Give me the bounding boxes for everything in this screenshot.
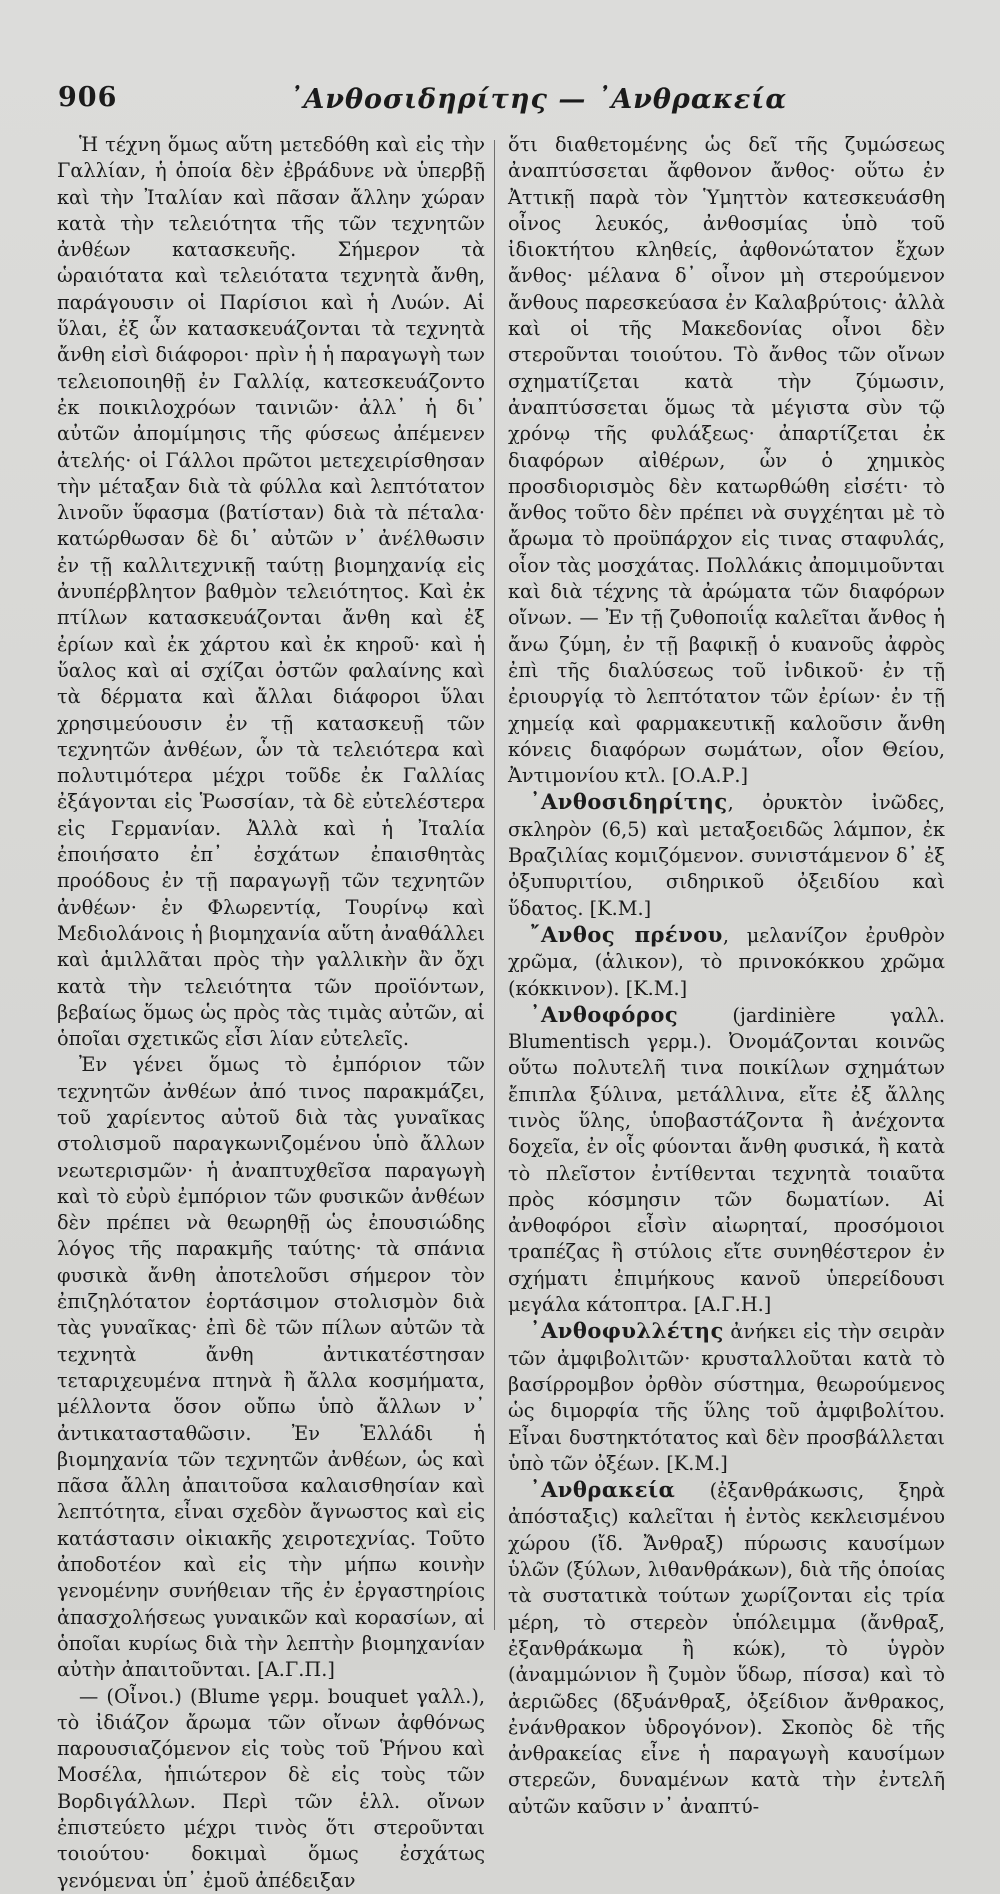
entry-headword: ᾿Ανθοφυλλέτης <box>530 1318 724 1344</box>
paragraph-artificial-flowers-france: Ἡ τέχνη ὅμως αὕτη μετεδόθη καὶ εἰς τὴν Γαλλίαν, ἡ ὁποία δὲν ἐβράδυνε νὰ ὑπερβῇ καὶ τὴν Ἰταλίαν καὶ πᾶσαν ἄλλην χώραν κατὰ τὴν τελειότητα τῆς τῶν τεχνητῶν ἀνθέων κατασκευῆς. Σήμερον τὰ ὡραιότατα καὶ τελειότατα τεχνητὰ ἄνθη, παράγουσιν οἱ Παρίσιοι καὶ ἡ Λυών. Αἱ ὕλαι, ἐξ ὧν κατασκευάζονται τὰ τεχνητὰ ἄνθη εἰσὶ διάφοροι· πρὶν ἡ ἡ παραγωγὴ των τελειοποιηθῇ ἐν Γαλλίᾳ, κατεσκευάζοντο ἐκ ποικιλοχρόων ταινιῶν· ἀλλ᾿ ἡ δι᾿ αὐτῶν ἀπομίμησις τῆς φύσεως ἀπέμενεν ἀτελής· οἱ Γάλλοι πρῶτοι μετεχειρίσθησαν τὴν μέταξαν διὰ τὰ φύλλα καὶ λεπτότατον λινοῦν ὕφασμα (βατίσταν) διὰ τὰ πέταλα· κατώρθωσαν δὲ δι᾿ αὐτῶν ν᾿ ἀνέλθωσιν ἐν τῇ καλλιτεχνικῇ ταύτῃ βιομηχανίᾳ εἰς ἀνυπέρβλητον βαθμὸν τελειότητος. Καὶ ἐκ πτίλων κατασκευάζονται ἄνθη καὶ ἐξ ἐρίων καὶ ἐκ χάρτου καὶ ἐκ κηροῦ· καὶ ἡ ὕαλος καὶ αἱ σχίζαι ὀστῶν φαλαίνης καὶ τὰ δέρματα καὶ ἄλλαι διάφοροι ὕλαι χρησιμεύουσιν ἐν τῇ κατασκευῇ τῶν τεχνητῶν ἀνθέων, ὧν τὰ τελειότερα καὶ πολυτιμότερα μέχρι τοῦδε ἐκ Γαλλίας ἐξάγονται εἰς Ῥωσσίαν, τὰ δὲ εὐτελέστερα εἰς Γερμανίαν. Ἀλλὰ καὶ ἡ Ἰταλία ἐποιήσατο ἐπ᾿ ἐσχάτων ἐπαισθητὰς προόδους ἐν τῇ παραγωγῇ τῶν τεχνητῶν ἀνθέων· ἐν Φλωρεντίᾳ, Τουρίνῳ καὶ Μεδιολάνοις ἡ βιομηχανία αὕτη ἀναθάλλει καὶ ἁμιλλᾶται πρὸς τὴν γαλλικὴν ἂν ὄχι κατὰ τὴν τελειότητα τῶν προϊόντων, βεβαίως ὅμως ὡς πρὸς τὰς τιμὰς αὐτῶν, αἱ ὁποῖαι σχετικῶς εἶσι λίαν εὐτελεῖς. <box>57 133 485 1051</box>
column-divider <box>494 140 495 1630</box>
left-column <box>57 132 485 1892</box>
paragraph-wine-bouquet: — (Οἶνοι.) (Blume γερμ. bouquet γαλλ.), τὸ ἰδιάζον ἄρωμα τῶν οἴνων ἀφθόνως παρουσιαζόμενον εἰς τοὺς τοῦ Ῥήνου καὶ Μοσέλα, ἡπιώτερον δὲ εἰς τοὺς τῶν Βορδιγάλλων. Περὶ τῶν ἑλλ. οἴνων ἐπιστεύετο μέχρι τινὸς ὅτι στεροῦνται τοιούτου· δοκιμαὶ ὅμως ἐσχάτως γενόμεναι ὑπ᾿ ἐμοῦ ἀπέδειξαν <box>57 1684 485 1892</box>
entry-text: (jardinière γαλλ. Blumentisch γερμ.). Ὀνομάζονται κοινῶς οὕτω πολυτελῆ τινα ποικίλων σχημάτων ἔπιπλα ξύλινα, μετάλλινα, εἴτε ἐξ ἄλλης τινὸς ὕλης, ὑποβαστάζοντα ἢ ἀνέχοντα δοχεῖα, ἐν οἷς φύονται ἄνθη φυσικά, ἢ κατὰ τὸ πλεῖστον ἐντίθενται τεχνητὰ τοιαῦτα πρὸς κόσμησιν τῶν δωματίων. Αἱ ἀνθοφόροι εἶσὶν αἰωρηταί, προσόμοιοι τραπέζας ἢ στύλοις εἴτε συνηθέστερον ἐν σχήματι ἐπιμήκους κανοῦ ὑπερείδουσι μεγάλα κάτοπτρα. [Α.Γ.Η.] <box>508 1003 945 1317</box>
right-column <box>508 132 945 1818</box>
page-header <box>58 82 958 122</box>
entry-anthofylletis <box>508 1318 945 1477</box>
entry-text: , ὀρυκτὸν ἰνῶδες, σκληρὸν (6,5) καὶ μεταξοειδῶς λάμπον, ἐκ Βραζιλίας κομιζόμενον. συνιστάμενον δ᾿ ἐξ ὀξυπυριτίου, σιδηρικοῦ ὀξειδίου καὶ ὕδατος. [Κ.Μ.] <box>508 791 945 920</box>
entry-headword: ᾿Ανθρακεία <box>530 1477 676 1503</box>
entry-headword: ῎Ανθος πρένου <box>530 921 723 947</box>
entry-anthos-prenou <box>508 922 945 1002</box>
entry-text: (ἐξανθράκωσις, ξηρὰ ἀπόσταξις) καλεῖται ἡ ἐντὸς κεκλεισμένου χώρου (ἴδ. Ἄνθραξ) πύρωσις καυσίμων ὑλῶν (ξύλων, λιθανθράκων), διὰ τῆς ὁποίας τὰ συστατικὰ τούτων χωρίζονται εἰς τρία μέρη, τὸ στερεὸν ὑπόλειμμα (ἄνθραξ, ἐξανθράκωμα ἢ κώκ), τὸ ὑγρὸν (ἀναμμώνιον ἢ ζυμὸν ὕδωρ, πίσσα) καὶ τὸ ἀεριῶδες (δξυάνθραξ, ὀξείδιον ἄνθρακος, ἐνάνθρακον ὑδρογόνον). Σκοπὸς δὲ τῆς ἀνθρακείας εἶνε ἡ παραγωγὴ καυσίμων στερεῶν, δυναμένων κατὰ τὴν ἐντελῆ αὐτῶν καῦσιν ν᾿ ἀναπτύ- <box>508 1479 945 1818</box>
entry-text: , μελανίζον ἐρυθρὸν χρῶμα, (ἁλικον), τὸ πρινοκόκκου χρῶμα (κόκκινον). [Κ.Μ.] <box>508 923 945 1000</box>
paragraph-wine-bouquet-continued: ὅτι διαθετομένης ὡς δεῖ τῆς ζυμώσεως ἀναπτύσσεται ἄφθονον ἄνθος· οὕτω ἐν Ἀττικῇ παρὰ τὸν Ὑμηττὸν κατεσκευάσθη οἶνος λευκός, ἀνθοσμίας ὑπὸ τοῦ ἰδιοκτήτου κληθείς, ἀφθονώτατον ἔχων ἄνθος· μέλανα δ᾿ οἶνον μὴ στερούμενον ἄνθους παρεσκεύασα ἐν Καλαβρύτοις· ἀλλὰ καὶ οἱ τῆς Μακεδονίας οἶνοι δὲν στεροῦνται τοιούτου. Τὸ ἄνθος τῶν οἴνων σχηματίζεται κατὰ τὴν ζύμωσιν, ἀναπτύσσεται ὅμως τὰ μέγιστα σὺν τῷ χρόνῳ τῆς φυλάξεως· ἀπαρτίζεται ἐκ διαφόρων αἰθέρων, ὧν ὁ χημικὸς προσδιορισμὸς δὲν κατωρθώθη εἰσέτι· τὸ ἄνθος τοῦτο δὲν πρέπει νὰ συγχέηται μὲ τὸ ἄρωμα τὸ προϋπάρχον εἰς τινας σταφυλάς, οἷον τὰς μοσχάτας. Πολλάκις ἀπομιμοῦνται καὶ διὰ τέχνης τὰ ἀρώματα τῶν διαφόρων οἴνων. — Ἐν τῇ ζυθοποιΐᾳ καλεῖται ἄνθος ἡ ἄνω ζύμη, ἐν τῇ βαφικῇ ὁ κυανοῦς ἀφρὸς ἐπὶ τῆς διαλύσεως τοῦ ἰνδικοῦ· ἐν τῇ ἐριουργίᾳ τὸ λεπτότατον τῶν ἐρίων· ἐν τῇ χημείᾳ καὶ φαρμακευτικῇ καλοῦσιν ἄνθη κόνεις διαφόρων σωμάτων, οἷον Θείου, Ἀντιμονίου κτλ. [Ο.Α.Ρ.] <box>508 133 945 788</box>
entry-anthoforos <box>508 1002 945 1319</box>
entry-anthrakeia <box>508 1477 945 1820</box>
running-head: ᾿Ανθοσιδηρίτης — ᾿Ανθρακεία <box>288 84 788 115</box>
page-number: 906 <box>58 82 118 113</box>
entry-headword: ᾿Ανθοφόρος <box>530 1001 679 1027</box>
paragraph-flower-trade: Ἐν γένει ὅμως τὸ ἐμπόριον τῶν τεχνητῶν ἀνθέων ἀπό τινος παρακμάζει, τοῦ χαρίεντος αὐτοῦ διὰ τὰς γυναῖκας στολισμοῦ παραγκωνιζομένου ὑπὸ ἄλλων νεωτερισμῶν· ἡ ἀναπτυχθεῖσα παραγωγὴ καὶ τὸ εὐρὺ ἐμπόριον τῶν φυσικῶν ἀνθέων δὲν πρέπει νὰ θεωρηθῇ ὡς ἐπουσιώδης λόγος τῆς παρακμῆς ταύτης· τὰ σπάνια φυσικὰ ἄνθη ἀποτελοῦσι σήμερον τὸν ἐπιζηλότατον ἑορτάσιμον στολισμὸν διὰ τὰς γυναῖκας· ἐπὶ δὲ τῶν πίλων αὐτῶν τὰ τεχνητὰ ἄνθη ἀντικατέστησαν τεταριχευμένα πτηνὰ ἢ ἄλλα κοσμήματα, μέλλοντα ὅσον οὔπω ὑπὸ ἄλλων ν᾿ ἀντικατασταθῶσιν. Ἐν Ἑλλάδι ἡ βιομηχανία τῶν τεχνητῶν ἀνθέων, ὡς καὶ πᾶσα ἄλλη ἀπαιτοῦσα καλαισθησίαν καὶ λεπτότητα, εἶναι σχεδὸν ἄγνωστος καὶ εἰς κατάστασιν οἰκιακῆς χειροτεχνίας. Τοῦτο ἀποδοτέον καὶ εἰς τὴν μήπω κοινὴν γενομένην συνήθειαν τῆς ἐν ἐργαστηρίοις ἀπασχολήσεως γυναικῶν καὶ κορασίων, αἱ ὁποῖαι κυρίως διὰ τὴν λεπτὴν βιομηχανίαν αὐτὴν ἀπαιτοῦνται. [Α.Γ.Π.] <box>57 1053 485 1682</box>
entry-headword: ᾿Ανθοσιδηρίτης <box>530 789 728 815</box>
entry-anthosideritis <box>508 789 945 921</box>
entry-text: ἀνήκει εἰς τὴν σειρὰν τῶν ἀμφιβολιτῶν· κρυσταλλοῦται κατὰ τὸ βασίρρομβον ὀρθὸν σύστημα, θεωρούμενος ὡς διμορφία τῆς ὕλης τοῦ ἀμφιβολίτου. Εἶναι δυστηκτότατος καὶ δὲν προσβάλλεται ὑπὸ τῶν ὀξέων. [Κ.Μ.] <box>508 1320 945 1475</box>
